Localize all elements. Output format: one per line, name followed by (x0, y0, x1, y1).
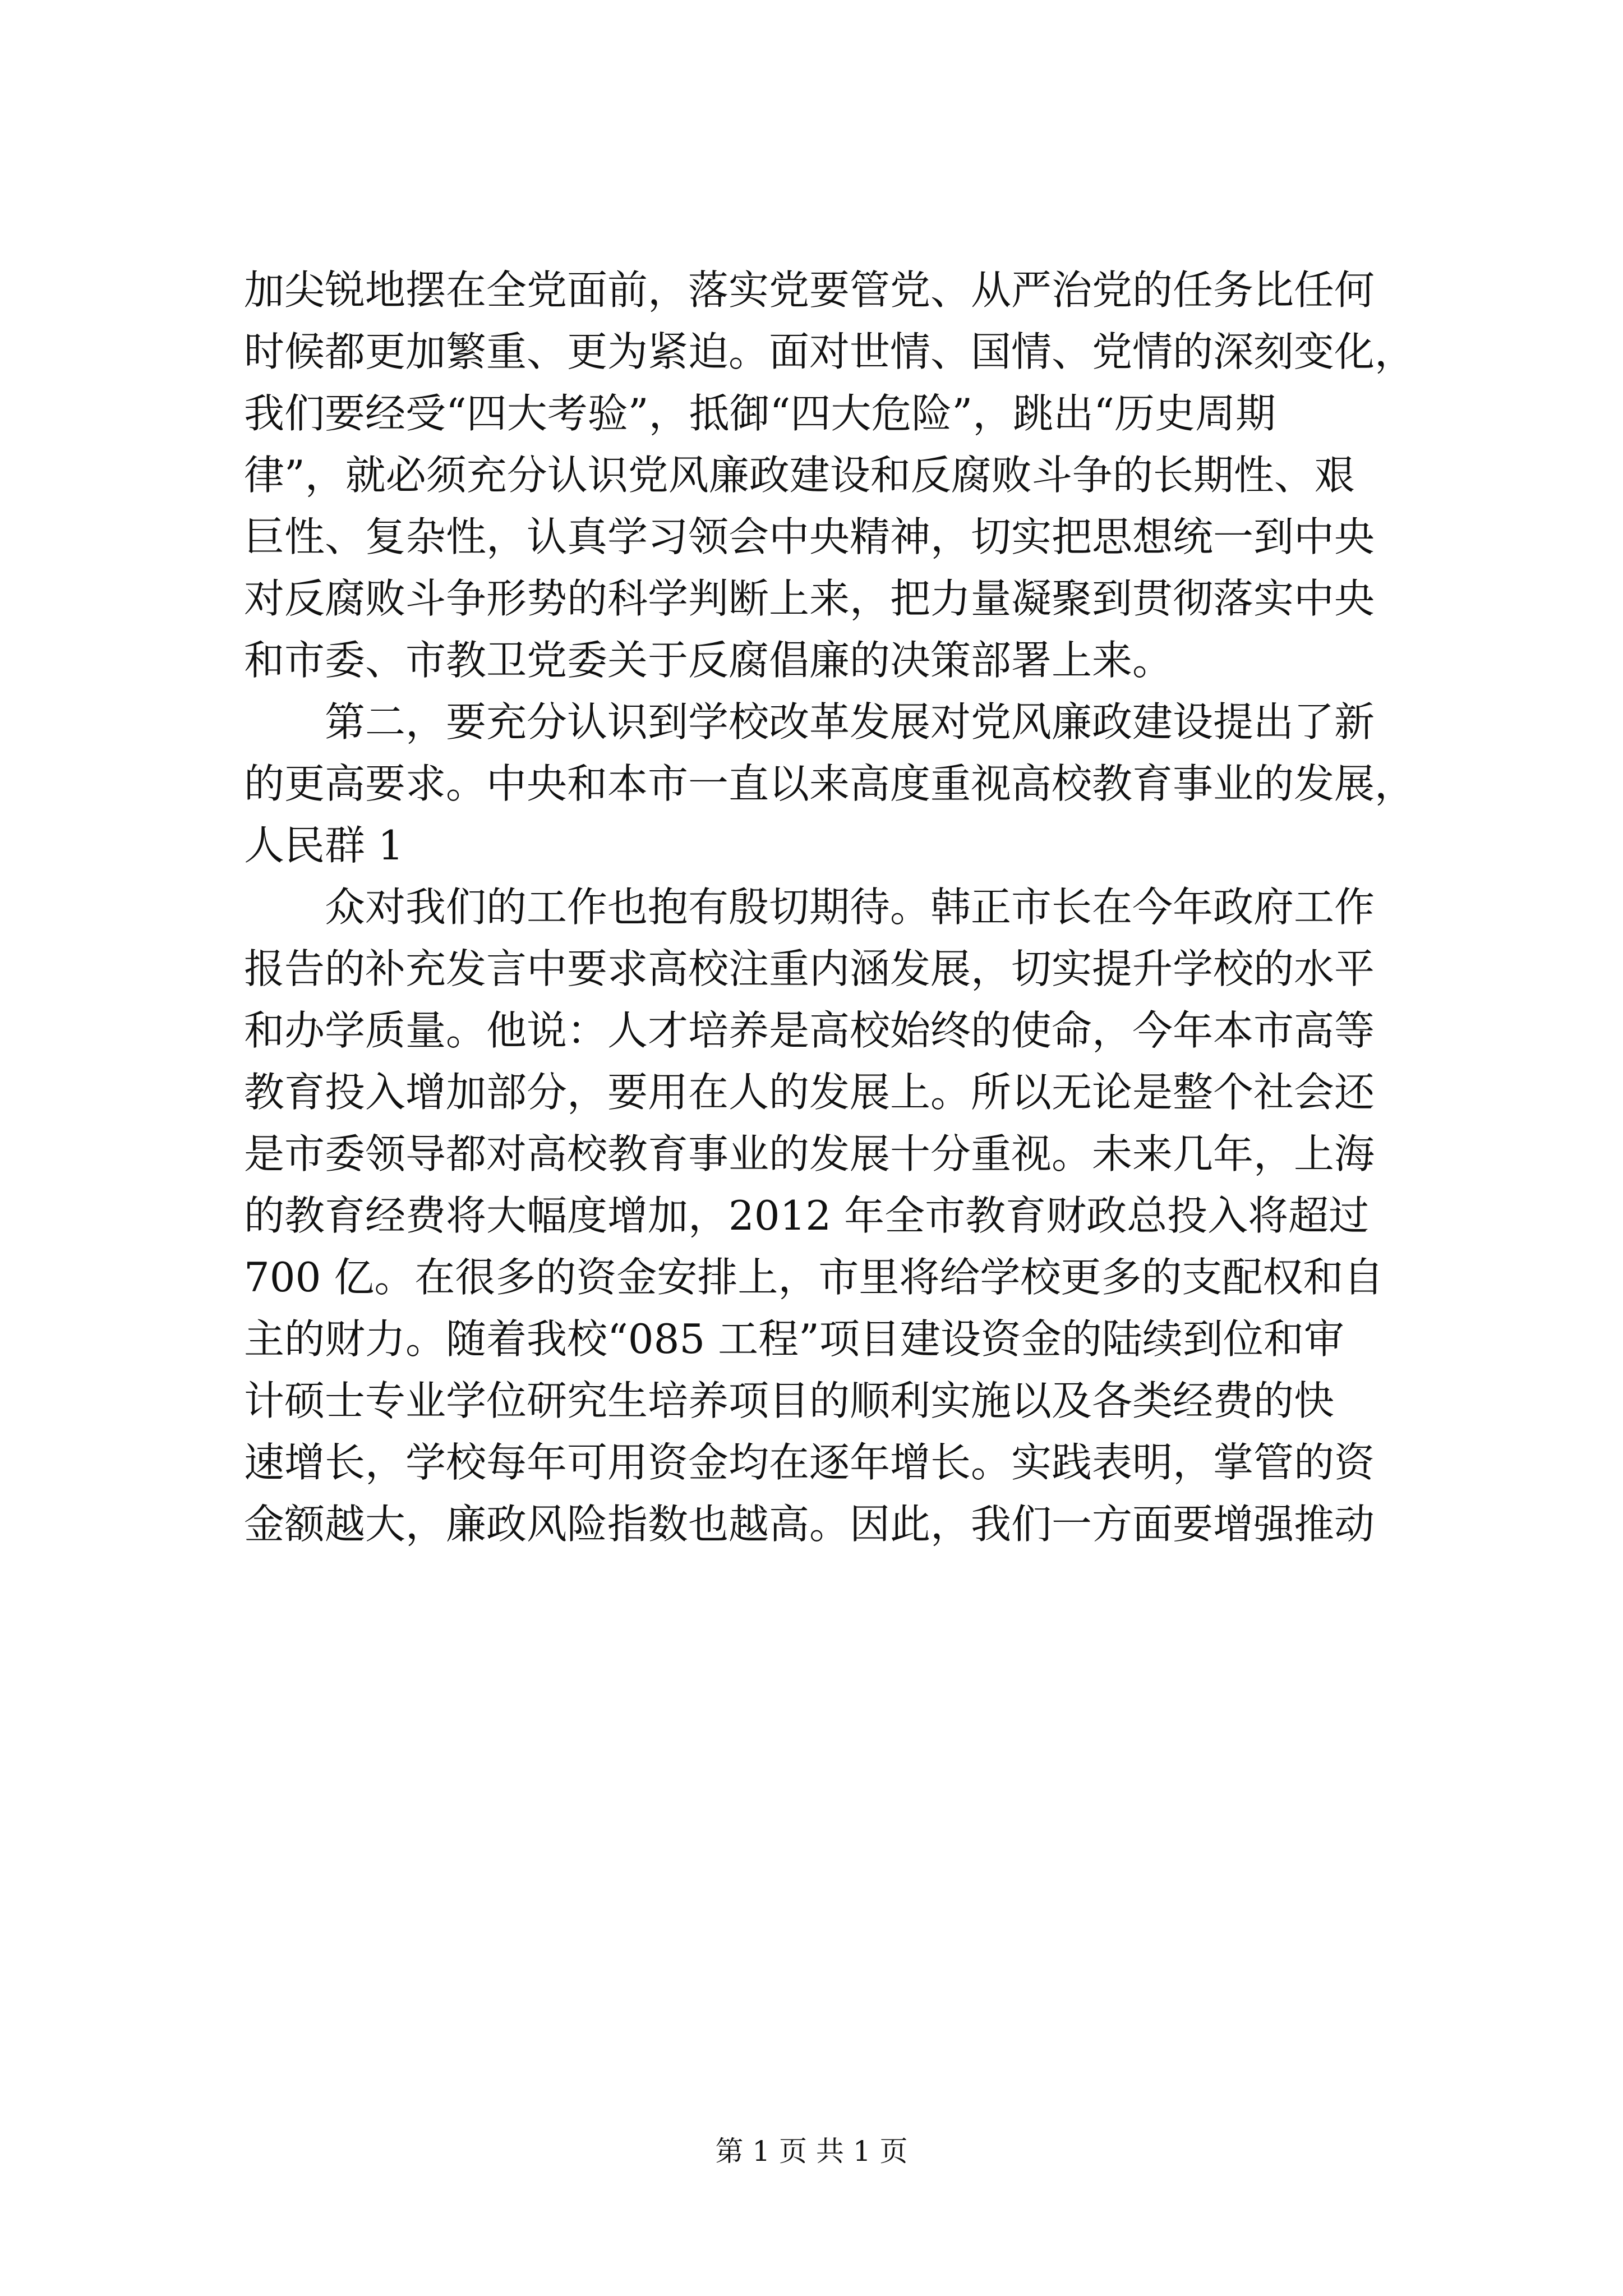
text-line: 加尖锐地摆在全党面前，落实党要管党、从严治党的任务比任何 (244, 266, 1375, 314)
text-line: 律”，就必须充分认识党风廉政建设和反腐败斗争的长期性、艰 (244, 452, 1355, 499)
page-number-label: 第 1 页 共 1 页 (715, 2135, 908, 2168)
text-line: 教育投入增加部分，要用在人的发展上。所以无论是整个社会还 (244, 1069, 1375, 1116)
body-text (244, 259, 1416, 1555)
text-line: 的教育经费将大幅度增加，2012 年全市教育财政总投入将超过 (244, 1192, 1370, 1239)
text-line: 金额越大，廉政风险指数也越高。因此，我们一方面要增强推动 (244, 1501, 1375, 1548)
text-line: 人民群 1 (244, 822, 404, 869)
text-line: 对反腐败斗争形势的科学判断上来，把力量凝聚到贯彻落实中央 (244, 575, 1375, 622)
text-line: 我们要经受“四大考验”，抵御“四大危险”，跳出“历史周期 (244, 390, 1276, 437)
paragraph-start-line: 第二，要充分认识到学校改革发展对党风廉政建设提出了新 (325, 698, 1375, 746)
page-footer (0, 2134, 1623, 2168)
text-line: 是市委领导都对高校教育事业的发展十分重视。未来几年，上海 (244, 1130, 1375, 1177)
text-line: 速增长，学校每年可用资金均在逐年增长。实践表明，掌管的资 (244, 1439, 1375, 1486)
text-line: 和办学质量。他说：人才培养是高校始终的使命，今年本市高等 (244, 1007, 1375, 1054)
paragraph-start-line: 众对我们的工作也抱有殷切期待。韩正市长在今年政府工作 (325, 884, 1375, 931)
text-line: 700 亿。在很多的资金安排上，市里将给学校更多的支配权和自 (244, 1254, 1384, 1301)
text-line: 时候都更加繁重、更为紧迫。面对世情、国情、党情的深刻变化， (244, 328, 1415, 375)
text-line: 和市委、市教卫党委关于反腐倡廉的决策部署上来。 (244, 637, 1173, 684)
text-line: 报告的补充发言中要求高校注重内涵发展，切实提升学校的水平 (244, 945, 1375, 992)
text-line: 巨性、复杂性，认真学习领会中央精神，切实把思想统一到中央 (244, 513, 1375, 560)
text-line: 主的财力。随着我校“085 工程”项目建设资金的陆续到位和审 (244, 1315, 1344, 1363)
text-line: 的更高要求。中央和本市一直以来高度重视高校教育事业的发展， (244, 760, 1415, 807)
text-line: 计硕士专业学位研究生培养项目的顺利实施以及各类经费的快 (244, 1377, 1335, 1424)
